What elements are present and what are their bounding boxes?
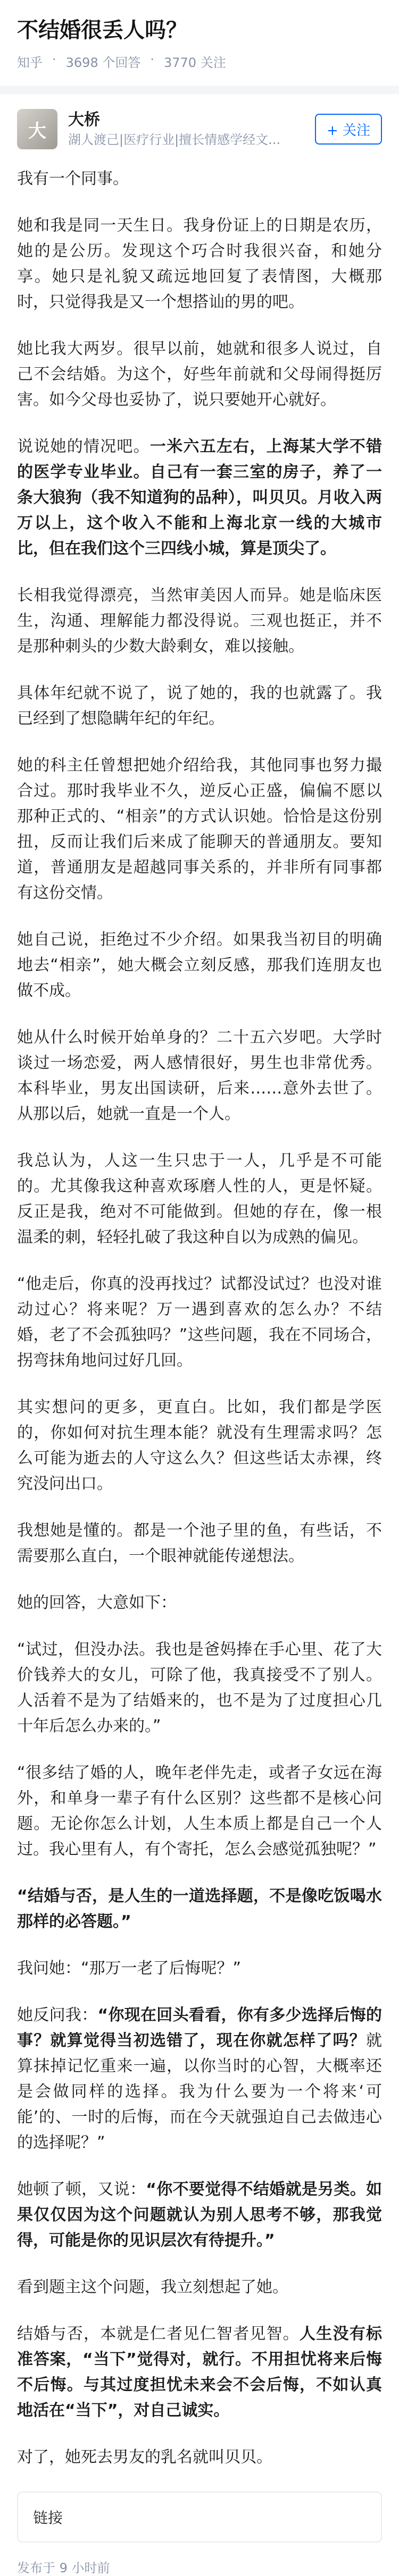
paragraph-text: “他走后，你真的没再找过？试都没试过？也没对谁动过心？将来呢？万一遇到喜欢的怎么办？不结婚，老了不会孤独吗？”这些问题，我在不同场合，拐弯抹角地问过好几回。 xyxy=(17,1275,382,1370)
answer-paragraph xyxy=(17,213,382,315)
source-label: 知乎 xyxy=(17,55,43,70)
section-divider xyxy=(0,86,399,94)
answer-count: 3698 个回答 xyxy=(65,55,141,70)
answer-paragraph xyxy=(17,1956,382,1981)
paragraph-text: 看到题主这个问题，我立刻想起了她。 xyxy=(17,2278,288,2297)
paragraph-text: 她顿了顿，又说： xyxy=(17,2180,146,2199)
separator-dot: · xyxy=(52,52,56,67)
paragraph-text: 说说她的情况吧。 xyxy=(17,437,150,456)
answer-paragraph xyxy=(17,2321,382,2424)
bold-text: “结婚与否，是人生的一道选择题，不是像吃饭喝水那样的必答题。” xyxy=(17,1887,382,1931)
author-info xyxy=(68,109,315,149)
answer-paragraph xyxy=(17,1025,382,1127)
answer-paragraph xyxy=(17,166,382,192)
bold-text: “你不要觉得不结婚就是另类。如果仅仅因为这个问题就认为别人思考不够，那我觉得，可能是你的见识层次有待提升。” xyxy=(17,2180,383,2250)
answer-paragraph xyxy=(17,2445,382,2470)
link-card-label: 链接 xyxy=(33,2509,63,2527)
bold-text: 一米六五左右，上海某大学不错的医学专业毕业。自己有一套三室的房子，养了一条大狼狗（我不知道狗的品种），叫贝贝。月收入两万以上，这个收入不能和上海北京一线的大城市比，但在我们这个三四线小城，算是顶尖了。 xyxy=(17,437,383,558)
answer-paragraph xyxy=(17,1637,382,1739)
answer-paragraph xyxy=(17,1395,382,1497)
question-title[interactable]: 不结婚很丢人吗？ xyxy=(17,18,187,43)
paragraph-text: 我总认为，人这一生只忠于一人，几乎是不可能的。尤其像我这种喜欢琢磨人性的人，更是怀疑。反正是我，绝对不可能做到。但她的存在，像一根温柔的刺，轻轻扎破了我这种自以为成熟的偏见。 xyxy=(17,1151,382,1247)
separator-dot: · xyxy=(150,52,154,67)
paragraph-text: 她比我大两岁。很早以前，她就和很多人说过，自己不会结婚。为这个，好些年前就和父母闹得挺厉害。如今父母也妥协了，说只要她开心就好。 xyxy=(17,340,382,409)
bold-text: “你现在回头看看，你有多少选择后悔的事？就算觉得当初选错了，现在你就怎样了吗？ xyxy=(17,2006,383,2050)
answer-content xyxy=(0,155,399,2470)
paragraph-text: 就算抹掉记忆重来一遍，以你当时的心智，大概率还是会做同样的选择。我为什么要为一个将来‘可能’的、一时的后悔，而在今天就强迫自己去做违心的选择呢？” xyxy=(17,2031,382,2152)
author-bio: 湖人渡己|医疗行业|擅长情感学经文... xyxy=(68,132,281,147)
avatar[interactable]: 大 xyxy=(17,109,57,149)
answer-paragraph xyxy=(17,1760,382,1862)
answer-paragraph xyxy=(17,434,382,562)
answer-paragraph xyxy=(17,1272,382,1374)
answer-paragraph xyxy=(17,1590,382,1616)
paragraph-text: 长相我觉得漂亮，当然审美因人而异。她是临床医生，沟通、理解能力都没得说。三观也挺正，并不是那种刺头的少数大龄剩女，难以接触。 xyxy=(17,586,382,656)
paragraph-text: “试过，但没办法。我也是爸妈捧在手心里、花了大价钱养大的女儿，可除了他，我真接受不了别人。人活着不是为了结婚来的，也不是为了过度担心几十年后怎么办来的。” xyxy=(17,1640,382,1735)
paragraph-text: “很多结了婚的人，晚年老伴先走，或者子女远在海外，和单身一辈子有什么区别？这些都不是核心问题。无论你怎么计划，人生本质上都是自己一个人过。我心里有人，有个寄托，怎么会感觉孤独呢？” xyxy=(17,1764,382,1859)
answer-paragraph xyxy=(17,1518,382,1569)
paragraph-text: 我想她是懂的。都是一个池子里的鱼，有些话，不需要那么直白，一个眼神就能传递想法。 xyxy=(17,1521,382,1565)
follow-button[interactable]: + 关注 xyxy=(315,114,382,145)
author-row xyxy=(0,94,399,155)
answer-paragraph xyxy=(17,336,382,413)
paragraph-text: 她的科主任曾想把她介绍给我，其他同事也努力撮合过。那时我毕业不久，逆反心正盛，偏偏不愿以那种正式的、“相亲”的方式认识她。恰恰是这份别扭，反而让我们后来成了能聊天的普通朋友。要知道，普通朋友是超越同事关系的，并非所有同事都有这份交情。 xyxy=(17,756,382,902)
answer-paragraph xyxy=(17,583,382,659)
author-name[interactable]: 大桥 xyxy=(68,111,100,129)
publish-time: 发布于 9 小时前 xyxy=(17,2561,110,2575)
paragraph-text: 具体年纪就不说了，说了她的，我的也就露了。我已经到了想隐瞒年纪的年纪。 xyxy=(17,684,382,728)
paragraph-text: 对了，她死去男友的乳名就叫贝贝。 xyxy=(17,2448,272,2467)
paragraph-text: 她自己说，拒绝过不少介绍。如果我当初目的明确地去“相亲”，她大概会立刻反感，那我们连朋友也做不成。 xyxy=(17,930,382,1000)
question-header xyxy=(0,0,399,71)
paragraph-text: 她反问我： xyxy=(17,2006,98,2024)
answer-paragraph xyxy=(17,2275,382,2300)
follow-count: 3770 关注 xyxy=(164,55,226,70)
bold-text: 人生没有标准答案，“当下”觉得对，就行。不用担忧将来后悔不后悔。与其过度担忧未来会不会后悔，不如认真地活在“当下”，对自己诚实。 xyxy=(17,2325,382,2420)
answer-paragraph xyxy=(17,1148,382,1250)
paragraph-text: 她的回答，大意如下： xyxy=(17,1594,177,1612)
question-meta xyxy=(17,52,382,71)
answer-paragraph xyxy=(17,927,382,1004)
answer-paragraph xyxy=(17,753,382,906)
answer-paragraph xyxy=(17,681,382,732)
link-card[interactable] xyxy=(17,2492,382,2543)
paragraph-text: 其实想问的更多，更直白。比如，我们都是学医的，你如何对抗生理本能？就没有生理需求吗？怎么可能为逝去的人守这么久？但这些话太赤裸，终究没问出口。 xyxy=(17,1398,382,1493)
paragraph-text: 我问她：“那万一老了后悔呢？” xyxy=(17,1959,242,1978)
answer-paragraph xyxy=(17,1884,382,1935)
paragraph-text: 我有一个同事。 xyxy=(17,170,129,188)
answer-paragraph xyxy=(17,2003,382,2156)
paragraph-text: 她和我是同一天生日。我身份证上的日期是农历，她的是公历。发现这个巧合时我很兴奋，和她分享。她只是礼貌又疏远地回复了表情图，大概那时，只觉得我是又一个想搭讪的男的吧。 xyxy=(17,216,382,311)
paragraph-text: 结婚与否，本就是仁者见仁智者见智。 xyxy=(17,2325,300,2343)
answer-paragraph xyxy=(17,2177,382,2253)
paragraph-text: 她从什么时候开始单身的？二十五六岁吧。大学时谈过一场恋爱，两人感情很好，男生也非常优秀。本科毕业，男友出国读研，后来……意外去世了。从那以后，她就一直是一个人。 xyxy=(17,1028,382,1123)
